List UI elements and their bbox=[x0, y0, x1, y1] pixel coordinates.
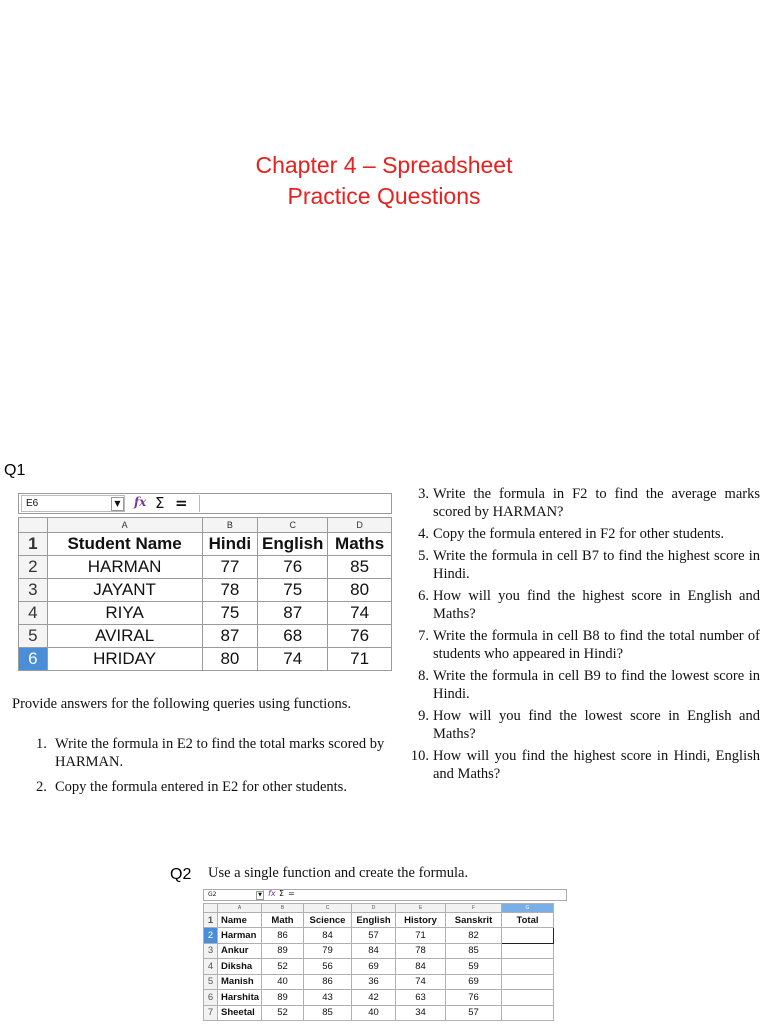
q1-spreadsheet bbox=[18, 493, 392, 673]
cell[interactable]: 84 bbox=[352, 943, 396, 959]
cell[interactable]: 84 bbox=[304, 928, 352, 944]
sum-icon[interactable]: Σ bbox=[279, 889, 285, 898]
cell[interactable]: 82 bbox=[446, 928, 502, 944]
cell[interactable]: Diksha bbox=[218, 959, 262, 975]
cell[interactable]: 74 bbox=[328, 602, 392, 625]
row-number[interactable]: 5 bbox=[19, 625, 48, 648]
cell[interactable]: 71 bbox=[328, 648, 392, 671]
table-row bbox=[19, 556, 392, 579]
cell[interactable]: 75 bbox=[258, 579, 328, 602]
cell[interactable]: Sheetal bbox=[218, 1005, 262, 1021]
row-number[interactable]: 7 bbox=[204, 1005, 218, 1021]
q1-label: Q1 bbox=[4, 462, 26, 479]
row-number[interactable]: 1 bbox=[19, 533, 48, 556]
row-number[interactable]: 4 bbox=[19, 602, 48, 625]
col-header[interactable]: B bbox=[262, 904, 304, 913]
list-item bbox=[406, 707, 760, 743]
question-text: Copy the formula entered in E2 for other students. bbox=[55, 779, 347, 795]
col-header[interactable]: C bbox=[258, 518, 328, 533]
row-number[interactable]: 6 bbox=[19, 648, 48, 671]
list-item bbox=[12, 778, 392, 796]
function-wizard-icon[interactable]: fx bbox=[268, 889, 276, 898]
list-item bbox=[406, 525, 760, 543]
table-row bbox=[204, 1005, 554, 1021]
cell[interactable]: History bbox=[396, 913, 446, 928]
name-box[interactable]: G2 bbox=[206, 890, 264, 900]
row-number[interactable]: 1 bbox=[204, 913, 218, 928]
row-number[interactable]: 3 bbox=[204, 943, 218, 959]
cell[interactable]: 86 bbox=[304, 974, 352, 990]
cell[interactable]: 63 bbox=[396, 990, 446, 1006]
question-text: How will you find the lowest score in English and Maths? bbox=[433, 708, 760, 742]
cell[interactable]: 80 bbox=[202, 648, 258, 671]
cell[interactable]: 89 bbox=[262, 943, 304, 959]
cell[interactable]: Math bbox=[262, 913, 304, 928]
cell[interactable]: HRIDAY bbox=[47, 648, 202, 671]
list-item bbox=[406, 587, 760, 623]
question-text: Write the formula in cell B7 to find the highest score in Hindi. bbox=[433, 548, 760, 582]
col-header[interactable]: A bbox=[218, 904, 262, 913]
cell[interactable]: 89 bbox=[262, 990, 304, 1006]
cell[interactable]: 57 bbox=[352, 928, 396, 944]
cell[interactable]: 86 bbox=[262, 928, 304, 944]
function-wizard-icon[interactable]: fx bbox=[134, 495, 147, 509]
list-item bbox=[406, 485, 760, 521]
table-header-row bbox=[204, 913, 554, 928]
col-header[interactable]: B bbox=[202, 518, 258, 533]
row-number[interactable]: 4 bbox=[204, 959, 218, 975]
corner-cell[interactable] bbox=[204, 904, 218, 913]
cell[interactable]: 78 bbox=[202, 579, 258, 602]
q1-questions-left bbox=[12, 735, 392, 803]
row-number[interactable]: 2 bbox=[19, 556, 48, 579]
cell[interactable]: 78 bbox=[396, 943, 446, 959]
cell[interactable] bbox=[502, 990, 554, 1006]
cell[interactable]: 76 bbox=[328, 625, 392, 648]
cell[interactable]: Total bbox=[502, 913, 554, 928]
cell[interactable]: Manish bbox=[218, 974, 262, 990]
q2-spreadsheet bbox=[203, 889, 567, 1024]
cell[interactable]: 74 bbox=[258, 648, 328, 671]
question-text: Write the formula in F2 to find the average marks scored by HARMAN? bbox=[433, 486, 760, 520]
cell[interactable]: 85 bbox=[304, 1005, 352, 1021]
cell[interactable]: English bbox=[258, 533, 328, 556]
question-text: How will you find the highest score in English and Maths? bbox=[433, 588, 760, 622]
question-number: 8. bbox=[418, 668, 429, 684]
question-number: 2. bbox=[36, 779, 47, 795]
chevron-down-icon[interactable]: ▼ bbox=[256, 891, 264, 900]
col-header[interactable]: D bbox=[352, 904, 396, 913]
cell[interactable] bbox=[502, 974, 554, 990]
table-header-row bbox=[19, 533, 392, 556]
question-number: 9. bbox=[418, 708, 429, 724]
q2-grid bbox=[203, 903, 554, 1021]
cell[interactable]: 69 bbox=[352, 959, 396, 975]
cell[interactable]: 75 bbox=[202, 602, 258, 625]
cell[interactable]: English bbox=[352, 913, 396, 928]
row-number[interactable]: 6 bbox=[204, 990, 218, 1006]
cell[interactable]: 80 bbox=[328, 579, 392, 602]
q1-questions-right bbox=[406, 485, 760, 787]
cell[interactable]: Harshita bbox=[218, 990, 262, 1006]
q1-intro: Provide answers for the following queries using functions. bbox=[12, 696, 352, 712]
col-header[interactable]: C bbox=[304, 904, 352, 913]
list-item bbox=[406, 747, 760, 783]
col-header[interactable]: D bbox=[328, 518, 392, 533]
table-row bbox=[204, 943, 554, 959]
question-text: How will you find the highest score in Hindi, English and Maths? bbox=[433, 748, 760, 782]
equals-icon[interactable]: = bbox=[288, 889, 295, 898]
cell[interactable]: 77 bbox=[202, 556, 258, 579]
list-item bbox=[406, 627, 760, 663]
table-row bbox=[204, 974, 554, 990]
cell[interactable]: 76 bbox=[446, 990, 502, 1006]
table-row bbox=[204, 928, 554, 944]
cell[interactable] bbox=[502, 1005, 554, 1021]
cell[interactable]: 36 bbox=[352, 974, 396, 990]
col-header[interactable]: A bbox=[47, 518, 202, 533]
cell[interactable]: 71 bbox=[396, 928, 446, 944]
cell[interactable]: 34 bbox=[396, 1005, 446, 1021]
question-text: Write the formula in E2 to find the total marks scored by HARMAN. bbox=[55, 736, 385, 770]
cell[interactable]: 56 bbox=[304, 959, 352, 975]
chevron-down-icon[interactable]: ▼ bbox=[111, 497, 124, 511]
formula-bar bbox=[18, 493, 392, 514]
cell[interactable]: 76 bbox=[258, 556, 328, 579]
question-number: 10. bbox=[410, 748, 429, 764]
cell[interactable]: 40 bbox=[352, 1005, 396, 1021]
cell[interactable]: 52 bbox=[262, 1005, 304, 1021]
cell[interactable]: Maths bbox=[328, 533, 392, 556]
question-number: 7. bbox=[418, 628, 429, 644]
cell[interactable] bbox=[502, 959, 554, 975]
cell[interactable]: 85 bbox=[446, 943, 502, 959]
title-line-1: Chapter 4 – Spreadsheet bbox=[255, 152, 513, 178]
question-number: 3. bbox=[418, 486, 429, 502]
cell[interactable]: 42 bbox=[352, 990, 396, 1006]
cell[interactable]: Name bbox=[218, 913, 262, 928]
cell[interactable]: Hindi bbox=[202, 533, 258, 556]
list-item bbox=[406, 667, 760, 703]
cell[interactable]: 84 bbox=[396, 959, 446, 975]
formula-bar bbox=[203, 889, 567, 901]
list-item bbox=[12, 735, 392, 771]
cell[interactable]: 74 bbox=[396, 974, 446, 990]
table-row bbox=[19, 625, 392, 648]
question-number: 1. bbox=[36, 736, 47, 752]
q1-grid bbox=[18, 517, 392, 671]
question-number: 4. bbox=[418, 526, 429, 542]
table-row bbox=[19, 648, 392, 671]
title-line-2: Practice Questions bbox=[287, 183, 481, 209]
row-number[interactable]: 3 bbox=[19, 579, 48, 602]
cell[interactable] bbox=[502, 943, 554, 959]
sum-icon[interactable]: Σ bbox=[155, 494, 165, 512]
question-text: Write the formula in cell B8 to find the total number of students who appeared in Hindi? bbox=[433, 628, 760, 662]
name-box[interactable]: E6 bbox=[21, 495, 125, 512]
cell[interactable]: AVIRAL bbox=[47, 625, 202, 648]
slide-title bbox=[0, 150, 768, 212]
cell[interactable]: 43 bbox=[304, 990, 352, 1006]
cell[interactable]: 68 bbox=[258, 625, 328, 648]
equals-icon[interactable]: = bbox=[175, 494, 188, 512]
q2-label: Q2 bbox=[170, 866, 192, 883]
cell[interactable]: 57 bbox=[446, 1005, 502, 1021]
col-header[interactable]: G bbox=[502, 904, 554, 913]
question-text: Write the formula in cell B9 to find the lowest score in Hindi. bbox=[433, 668, 760, 702]
table-row bbox=[204, 959, 554, 975]
table-row bbox=[19, 602, 392, 625]
table-row bbox=[204, 990, 554, 1006]
selected-cell[interactable] bbox=[502, 928, 554, 944]
cell[interactable]: 52 bbox=[262, 959, 304, 975]
table-row bbox=[19, 579, 392, 602]
cell[interactable]: 69 bbox=[446, 974, 502, 990]
question-text: Copy the formula entered in F2 for other students. bbox=[433, 526, 725, 542]
question-number: 6. bbox=[418, 588, 429, 604]
cell[interactable]: Student Name bbox=[47, 533, 202, 556]
row-number[interactable]: 2 bbox=[204, 928, 218, 944]
question-number: 5. bbox=[418, 548, 429, 564]
col-header[interactable]: E bbox=[396, 904, 446, 913]
cell[interactable]: Harman bbox=[218, 928, 262, 944]
corner-cell[interactable] bbox=[19, 518, 48, 533]
cell[interactable]: 87 bbox=[258, 602, 328, 625]
cell[interactable]: HARMAN bbox=[47, 556, 202, 579]
cell[interactable]: Science bbox=[304, 913, 352, 928]
row-number[interactable]: 5 bbox=[204, 974, 218, 990]
cell[interactable]: 87 bbox=[202, 625, 258, 648]
col-header[interactable]: F bbox=[446, 904, 502, 913]
list-item bbox=[406, 547, 760, 583]
cell[interactable]: 79 bbox=[304, 943, 352, 959]
cell[interactable]: 59 bbox=[446, 959, 502, 975]
cell[interactable]: Sanskrit bbox=[446, 913, 502, 928]
cell[interactable]: 40 bbox=[262, 974, 304, 990]
cell[interactable]: RIYA bbox=[47, 602, 202, 625]
cell[interactable]: JAYANT bbox=[47, 579, 202, 602]
formula-input[interactable] bbox=[199, 495, 390, 512]
cell[interactable]: Ankur bbox=[218, 943, 262, 959]
cell[interactable]: 85 bbox=[328, 556, 392, 579]
q2-instruction: Use a single function and create the formula. bbox=[208, 865, 469, 881]
